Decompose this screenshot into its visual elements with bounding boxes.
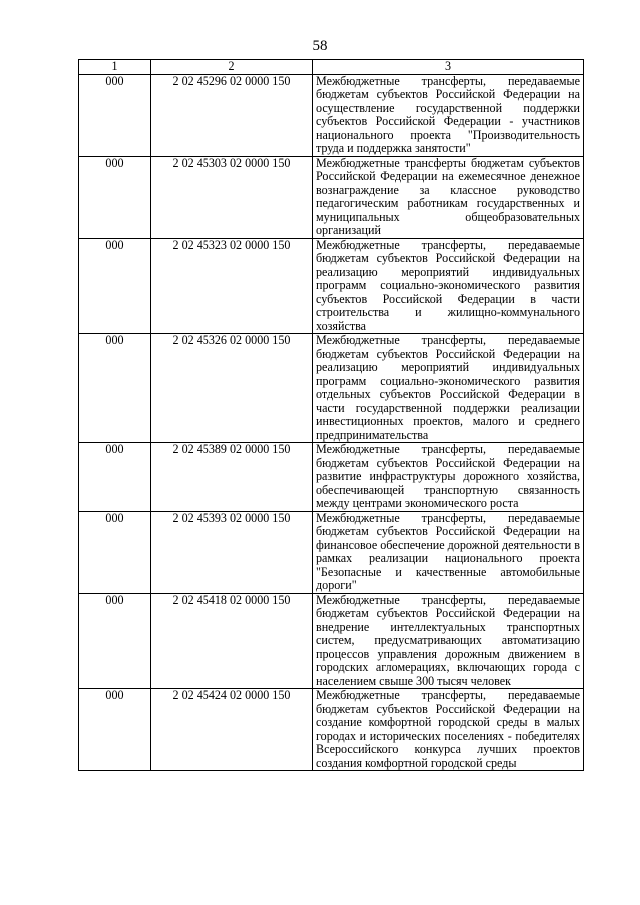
budget-code-cell: 2 02 45323 02 0000 150 <box>151 238 313 334</box>
budget-code-cell: 2 02 45418 02 0000 150 <box>151 593 313 689</box>
description-cell: Межбюджетные трансферты, передаваемые бюджетам субъектов Российской Федерации на осуществление государственной поддержки субъектов Российской Федерации - участников национального проекта "Производительность труда и поддержка занятости" <box>313 74 584 156</box>
description-cell: Межбюджетные трансферты, передаваемые бюджетам субъектов Российской Федерации на создание комфортной городской среды в малых городах и исторических поселениях - победителях Всероссийского конкурса лучших проектов создания комфортной городской среды <box>313 689 584 771</box>
budget-code-cell: 2 02 45393 02 0000 150 <box>151 511 313 593</box>
table-row <box>79 334 584 443</box>
admin-code-cell: 000 <box>79 156 151 238</box>
budget-code-cell: 2 02 45424 02 0000 150 <box>151 689 313 771</box>
table-row <box>79 443 584 512</box>
budget-code-cell: 2 02 45326 02 0000 150 <box>151 334 313 443</box>
budget-classification-table <box>78 59 584 771</box>
column-header-2: 2 <box>151 60 313 75</box>
admin-code-cell: 000 <box>79 689 151 771</box>
table-row <box>79 156 584 238</box>
table-header-row <box>79 60 584 75</box>
column-header-1: 1 <box>79 60 151 75</box>
admin-code-cell: 000 <box>79 334 151 443</box>
admin-code-cell: 000 <box>79 593 151 689</box>
admin-code-cell: 000 <box>79 238 151 334</box>
table-row <box>79 74 584 156</box>
description-cell: Межбюджетные трансферты, передаваемые бюджетам субъектов Российской Федерации на реализацию мероприятий индивидуальных программ социально-экономического развития отдельных субъектов Российской Федерации в части государственной поддержки реализации инвестиционных проектов, малого и среднего предпринимательства <box>313 334 584 443</box>
table-row <box>79 511 584 593</box>
description-cell: Межбюджетные трансферты, передаваемые бюджетам субъектов Российской Федерации на реализацию мероприятий индивидуальных программ социально-экономического развития субъектов Российской Федерации в части строительства и жилищно-коммунального хозяйства <box>313 238 584 334</box>
budget-code-cell: 2 02 45389 02 0000 150 <box>151 443 313 512</box>
table-row <box>79 593 584 689</box>
description-cell: Межбюджетные трансферты, передаваемые бюджетам субъектов Российской Федерации на финансовое обеспечение дорожной деятельности в рамках реализации национального проекта "Безопасные и качественные автомобильные дороги" <box>313 511 584 593</box>
description-cell: Межбюджетные трансферты, передаваемые бюджетам субъектов Российской Федерации на внедрение интеллектуальных транспортных систем, предусматривающих автоматизацию процессов управления дорожным движением в городских агломерациях, включающих города с населением свыше 300 тысяч человек <box>313 593 584 689</box>
column-header-3: 3 <box>313 60 584 75</box>
admin-code-cell: 000 <box>79 443 151 512</box>
budget-code-cell: 2 02 45296 02 0000 150 <box>151 74 313 156</box>
admin-code-cell: 000 <box>79 511 151 593</box>
description-cell: Межбюджетные трансферты бюджетам субъектов Российской Федерации на ежемесячное денежное вознаграждение за классное руководство педагогическим работникам государственных и муниципальных общеобразовательных организаций <box>313 156 584 238</box>
description-cell: Межбюджетные трансферты, передаваемые бюджетам субъектов Российской Федерации на развитие инфраструктуры дорожного хозяйства, обеспечивающей транспортную связанность между центрами экономического роста <box>313 443 584 512</box>
admin-code-cell: 000 <box>79 74 151 156</box>
budget-code-cell: 2 02 45303 02 0000 150 <box>151 156 313 238</box>
table-row <box>79 689 584 771</box>
page-number: 58 <box>312 38 328 54</box>
table-row <box>79 238 584 334</box>
